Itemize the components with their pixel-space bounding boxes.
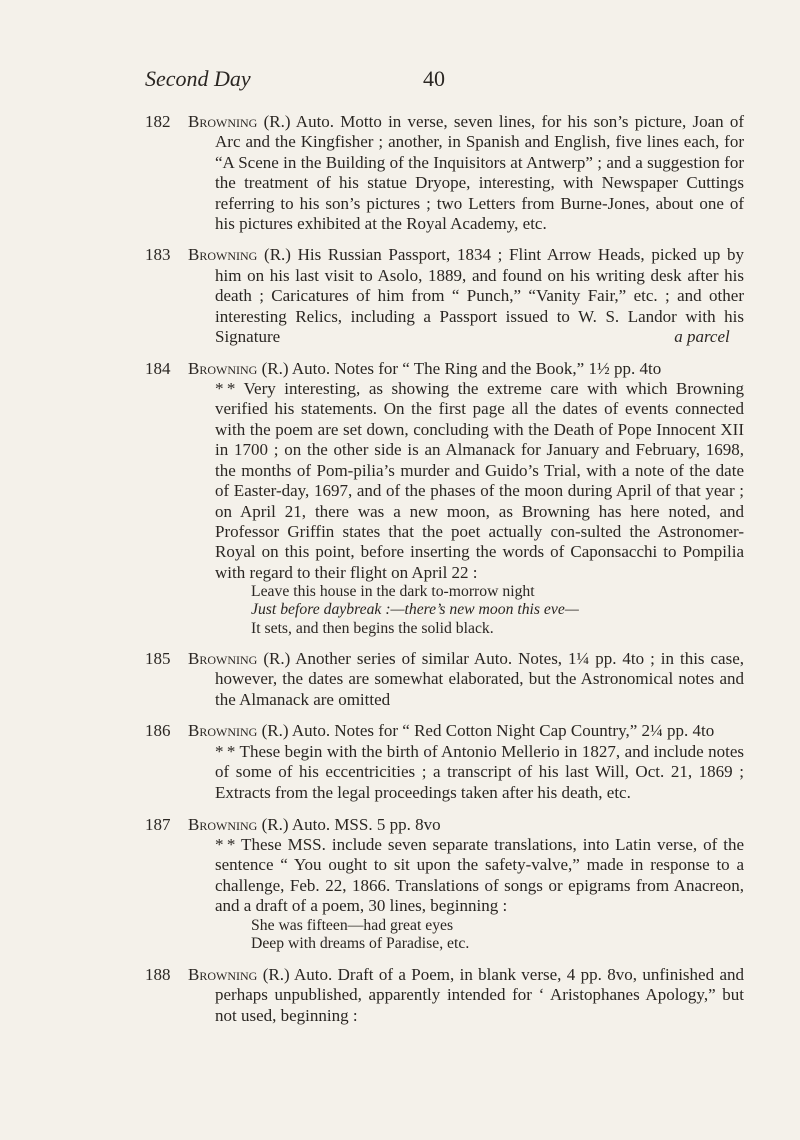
lot-author: Browning: [188, 112, 258, 131]
lot-author: Browning: [188, 358, 258, 378]
lot-description: [188, 649, 744, 710]
lot-description: [188, 721, 744, 803]
lot-text: (R.) Auto. Notes for “ The Ring and the Book,” 1½ pp. 4to: [261, 358, 662, 378]
lot-author: Browning: [188, 814, 258, 834]
lot-number: 184: [145, 358, 171, 378]
lot-description: [188, 965, 744, 1026]
lot-author: Browning: [188, 721, 258, 741]
lot-text: (R.) Auto. Notes for “ Red Cotton Night Cap Country,” 2¼ pp. 4to: [261, 721, 715, 741]
quote-line: Deep with dreams of Paradise, etc.: [251, 935, 470, 953]
lot-note: * * Very interesting, as showing the extreme care with which Browning verified his statements. On the first page all the dates of events connected with the poem are set down, concluding with the Death of Pope Innocent XII in 1700 ; on the other side is an Almanack for January and February, 1698, the months of Pom-pilia’s murder and Guido’s Trial, with a note of the date of Easter-day, 1697, and of the phases of the moon during April of that year ; on April 21, there was a new moon, as Browning has here noted, and Professor Griffin states that the poet actually con-sulted the Astronomer-Royal on this point, before inserting the words of Caponsacchi to Pompilia with regard to their flight on April 22 :: [215, 379, 744, 582]
quote-line: It sets, and then begins the solid black.: [251, 619, 494, 637]
page-number: 40: [423, 66, 445, 91]
quotation: [251, 583, 744, 638]
quote-line: Leave this house in the dark to-morrow night: [251, 583, 535, 601]
quotation: [251, 917, 744, 954]
lot-text: (R.) His Russian Passport, 1834 ; Flint Arrow Heads, picked up by him on his last visit to Asolo, 1889, and found on his writing desk after his death ; Caricatures of him from “ Punch,” “Vanity Fair,” etc. ; and other interesting Relics, including a Passport issued to W. S. Landor with his Signature: [215, 245, 745, 346]
quote-line: Just before daybreak :—there’s new moon this eve—: [251, 601, 579, 619]
lot-author: Browning: [188, 649, 258, 668]
lot-number: 186: [145, 721, 171, 741]
lot-author: Browning: [188, 965, 258, 985]
lot-note: * * These MSS. include seven separate translations, into Latin verse, of the sentence “ You ought to sit upon the safety-valve,” made in response to a challenge, Feb. 22, 1866. Translations of songs or epigrams from Anacreon, and a draft of a poem, 30 lines, beginning :: [215, 835, 744, 916]
lot-number: 182: [145, 112, 171, 131]
lot-text: (R.) Another series of similar Auto. Notes, 1¼ pp. 4to ; in this case, however, the dates are somewhat elaborated, but the Astronomical notes and the Almanack are omitted: [215, 649, 745, 709]
lot-number: 185: [145, 649, 171, 668]
page-header: [0, 66, 800, 96]
lot-lot-size: a parcel: [674, 326, 730, 346]
lot-number: 188: [145, 965, 171, 985]
lot-description: [188, 112, 744, 234]
lot-description: [188, 245, 744, 347]
lot-number: 187: [145, 814, 171, 834]
lot-author: Browning: [188, 245, 258, 265]
lot-note: * * These begin with the birth of Antonio Mellerio in 1827, and include notes of some of his eccentricities ; a transcript of his last Will, Oct. 21, 1869 ; Extracts from the legal proceedings taken after his death, etc.: [215, 741, 744, 802]
lot-text: (R.) Auto. Draft of a Poem, in blank verse, 4 pp. 8vo, unfinished and perhaps unpublished, apparently intended for ‘ Aristophanes Apology,” but not used, beginning :: [215, 965, 744, 1025]
lot-description: [188, 359, 744, 638]
lot-number: 183: [145, 245, 171, 265]
quote-line: She was fifteen—had great eyes: [251, 916, 454, 934]
lot-description: [188, 815, 744, 954]
lot-text: (R.) Auto. Motto in verse, seven lines, for his son’s picture, Joan of Arc and the Kingfisher ; another, in Spanish and English, five lines each, for “A Scene in the Building of the Inquisitors at Antwerp” ; and a suggestion for the treatment of his statue Dryope, interesting, with Newspaper Cuttings referring to his son’s pictures ; two Letters from Burne-Jones, about one of his pictures exhibited at the Royal Academy, etc.: [215, 112, 745, 234]
section-title: Second Day: [145, 66, 251, 91]
lot-text: (R.) Auto. MSS. 5 pp. 8vo: [261, 814, 441, 834]
